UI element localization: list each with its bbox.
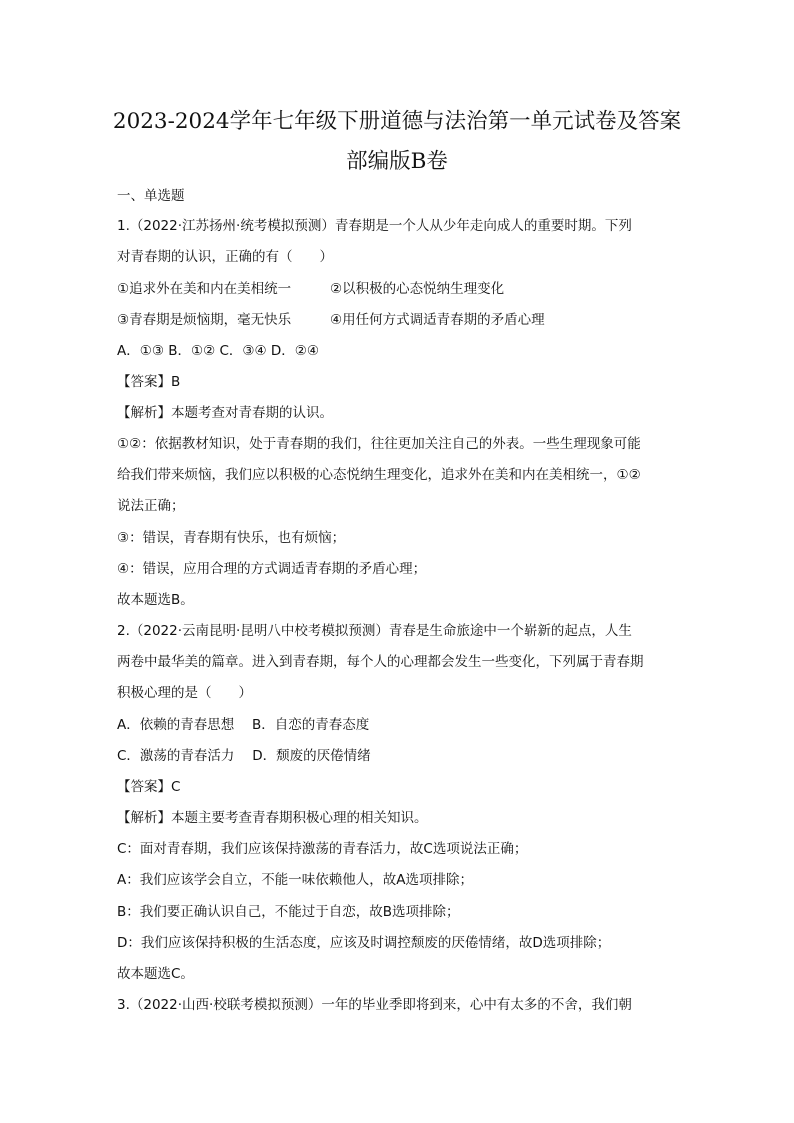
q1-analysis-line: 说法正确； xyxy=(117,498,185,514)
q2-analysis-line: C：面对青春期，我们应该保持激荡的青春活力，故C选项说法正确； xyxy=(117,841,528,857)
q1-option-3: ③青春期是烦恼期，毫无快乐 xyxy=(117,312,292,328)
q2-analysis-line: B：我们要正确认识自己，不能过于自恋，故B选项排除； xyxy=(117,904,460,920)
q2-stem-line1: 2.（2022·云南昆明·昆明八中校考模拟预测）青春是生命旅途中一个崭新的起点，人生 xyxy=(117,623,632,639)
q1-analysis-line: ④：错误，应用合理的方式调适青春期的矛盾心理； xyxy=(117,561,427,577)
q1-analysis-line: 故本题选B。 xyxy=(117,592,194,608)
q1-answer: 【答案】B xyxy=(117,374,181,390)
q1-stem-line1: 1.（2022·江苏扬州·统考模拟预测）青春期是一个人从少年走向成人的重要时期。下列 xyxy=(117,218,632,234)
q1-analysis-line: ③：错误，青春期有快乐，也有烦恼； xyxy=(117,530,346,546)
q2-stem-line2: 两卷中最华美的篇章。进入到青春期，每个人的心理都会发生一些变化，下列属于青春期 xyxy=(117,654,644,670)
q1-analysis-line: 给我们带来烦恼，我们应以积极的心态悦纳生理变化，追求外在美和内在美相统一，①② xyxy=(117,467,641,483)
q2-choices-line2: C．激荡的青春活力 D．颓废的厌倦情绪 xyxy=(117,748,371,764)
section-heading: 一、单选题 xyxy=(117,188,185,204)
q2-answer: 【答案】C xyxy=(117,779,181,795)
q1-stem-line2: 对青春期的认识，正确的有（ ） xyxy=(117,249,333,265)
q2-analysis-line: D：我们应该保持积极的生活态度，应该及时调控颓废的厌倦情绪，故D选项排除； xyxy=(117,935,611,951)
q2-stem-line3: 积极心理的是（ ） xyxy=(117,685,252,701)
q1-analysis-line: 【解析】本题考查对青春期的认识。 xyxy=(117,405,333,421)
q2-choices-line1: A．依赖的青春思想 B．自恋的青春态度 xyxy=(117,717,370,733)
q1-analysis-line: ①②：依据教材知识，处于青春期的我们，往往更加关注自己的外表。一些生理现象可能 xyxy=(117,436,641,452)
q3-stem-line1: 3.（2022·山西·校联考模拟预测）一年的毕业季即将到来，心中有太多的不舍，我们朝 xyxy=(117,997,632,1013)
document-title-line1: 2023-2024学年七年级下册道德与法治第一单元试卷及答案 xyxy=(112,109,682,134)
q2-analysis-line: A：我们应该学会自立，不能一味依赖他人，故A选项排除； xyxy=(117,872,473,888)
q1-option-2: ②以积极的心态悦纳生理变化 xyxy=(330,281,505,297)
q1-option-4: ④用任何方式调适青春期的矛盾心理 xyxy=(330,312,545,328)
q2-analysis-line: 【解析】本题主要考查青春期积极心理的相关知识。 xyxy=(117,810,428,826)
q1-option-1: ①追求外在美和内在美相统一 xyxy=(117,281,292,297)
q1-choices: A．①③ B．①② C．③④ D．②④ xyxy=(117,343,320,359)
document-title-line2: 部编版B卷 xyxy=(346,149,448,174)
q2-analysis-line: 故本题选C。 xyxy=(117,966,194,982)
